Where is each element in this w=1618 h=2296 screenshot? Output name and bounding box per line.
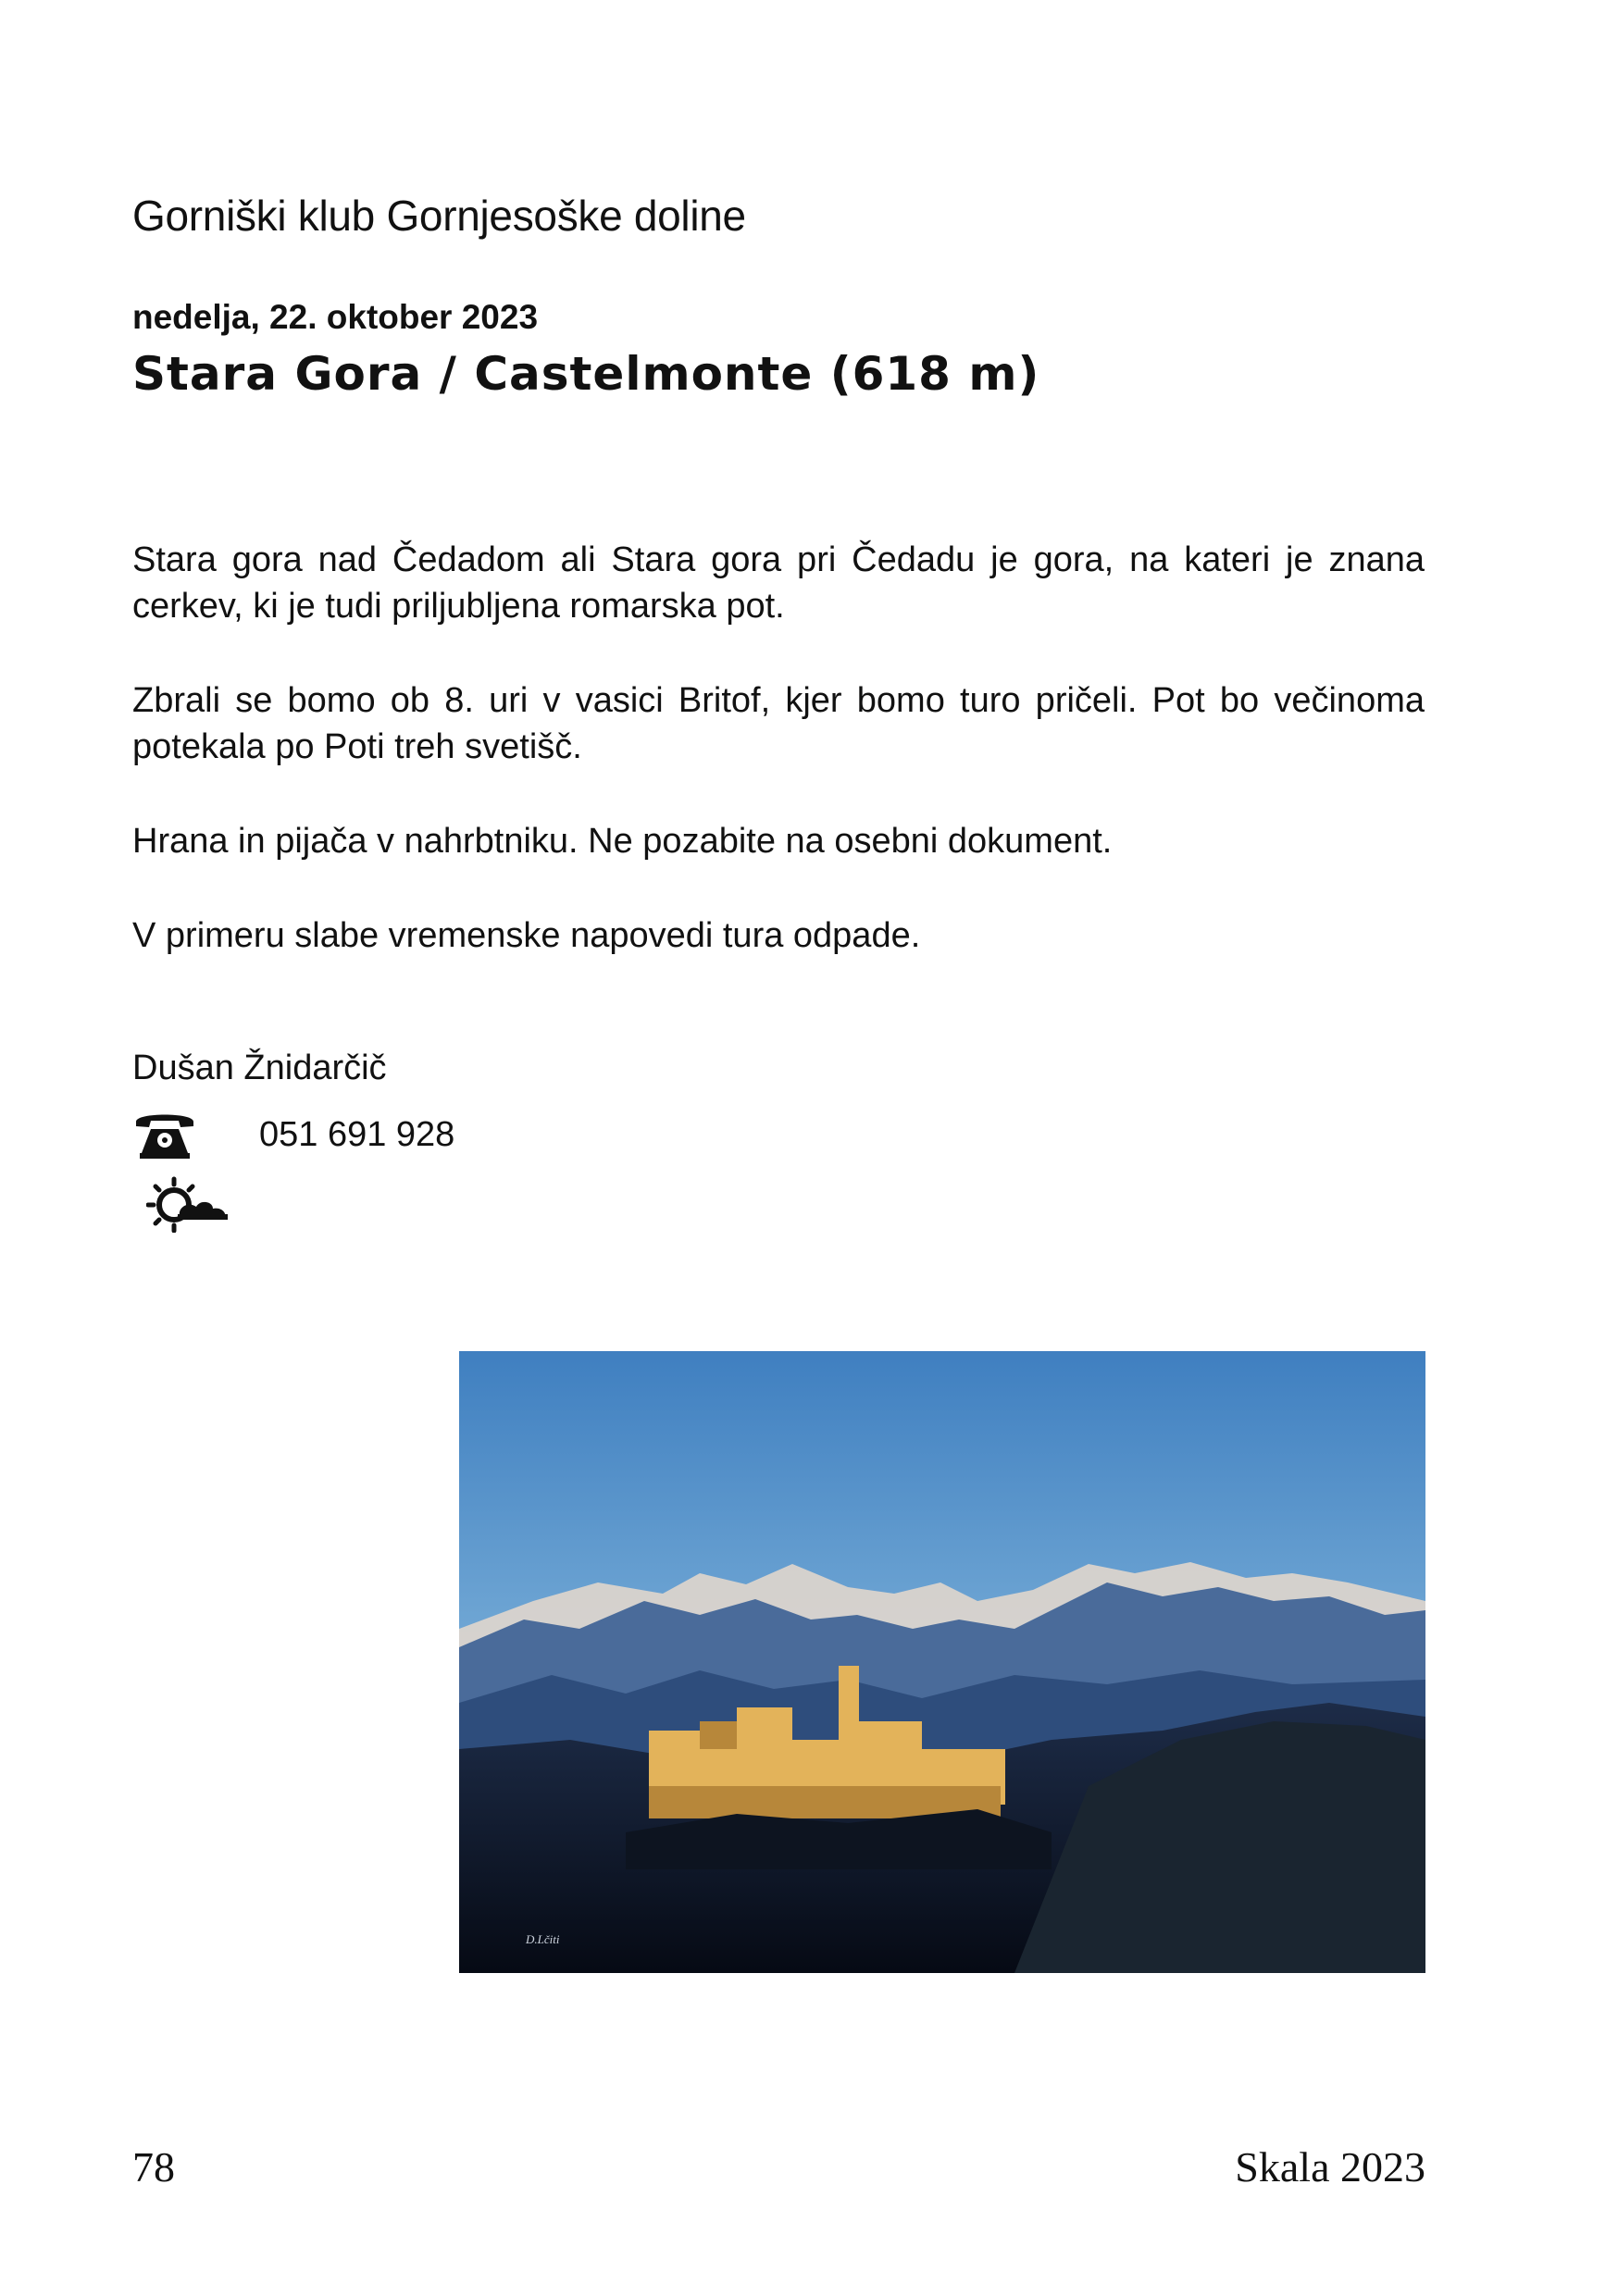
paragraph-meeting: Zbrali se bomo ob 8. uri v vasici Britof, kjer bomo turo pričeli. Pot bo večinoma potekala po Poti treh svetišč. bbox=[132, 681, 1425, 766]
paragraph-food: Hrana in pijača v nahrbtniku. Ne pozabite na osebni dokument. bbox=[132, 822, 1113, 861]
telephone-icon bbox=[132, 1107, 197, 1160]
contact-phone: 051 691 928 bbox=[259, 1115, 455, 1154]
page-number: 78 bbox=[132, 2143, 175, 2191]
paragraph-intro: Stara gora nad Čedadom ali Stara gora pri Čedadu je gora, na kateri je znana cerkev, ki je tudi priljubljena romarska pot. bbox=[132, 540, 1425, 626]
club-name: Gorniški klub Gornjesoške doline bbox=[132, 192, 746, 240]
contact-name: Dušan Žnidarčič bbox=[132, 1049, 387, 1087]
svg-text:D.Lčiti: D.Lčiti bbox=[526, 1932, 560, 1946]
sun-cloud-icon bbox=[146, 1175, 231, 1233]
publication-name: Skala 2023 bbox=[1235, 2143, 1425, 2191]
event-title: Stara Gora / Castelmonte (618 m) bbox=[132, 347, 1040, 401]
paragraph-weather: V primeru slabe vremenske napovedi tura odpade. bbox=[132, 916, 921, 955]
castelmonte-photo bbox=[459, 1351, 1425, 1973]
event-date: nedelja, 22. oktober 2023 bbox=[132, 298, 539, 336]
